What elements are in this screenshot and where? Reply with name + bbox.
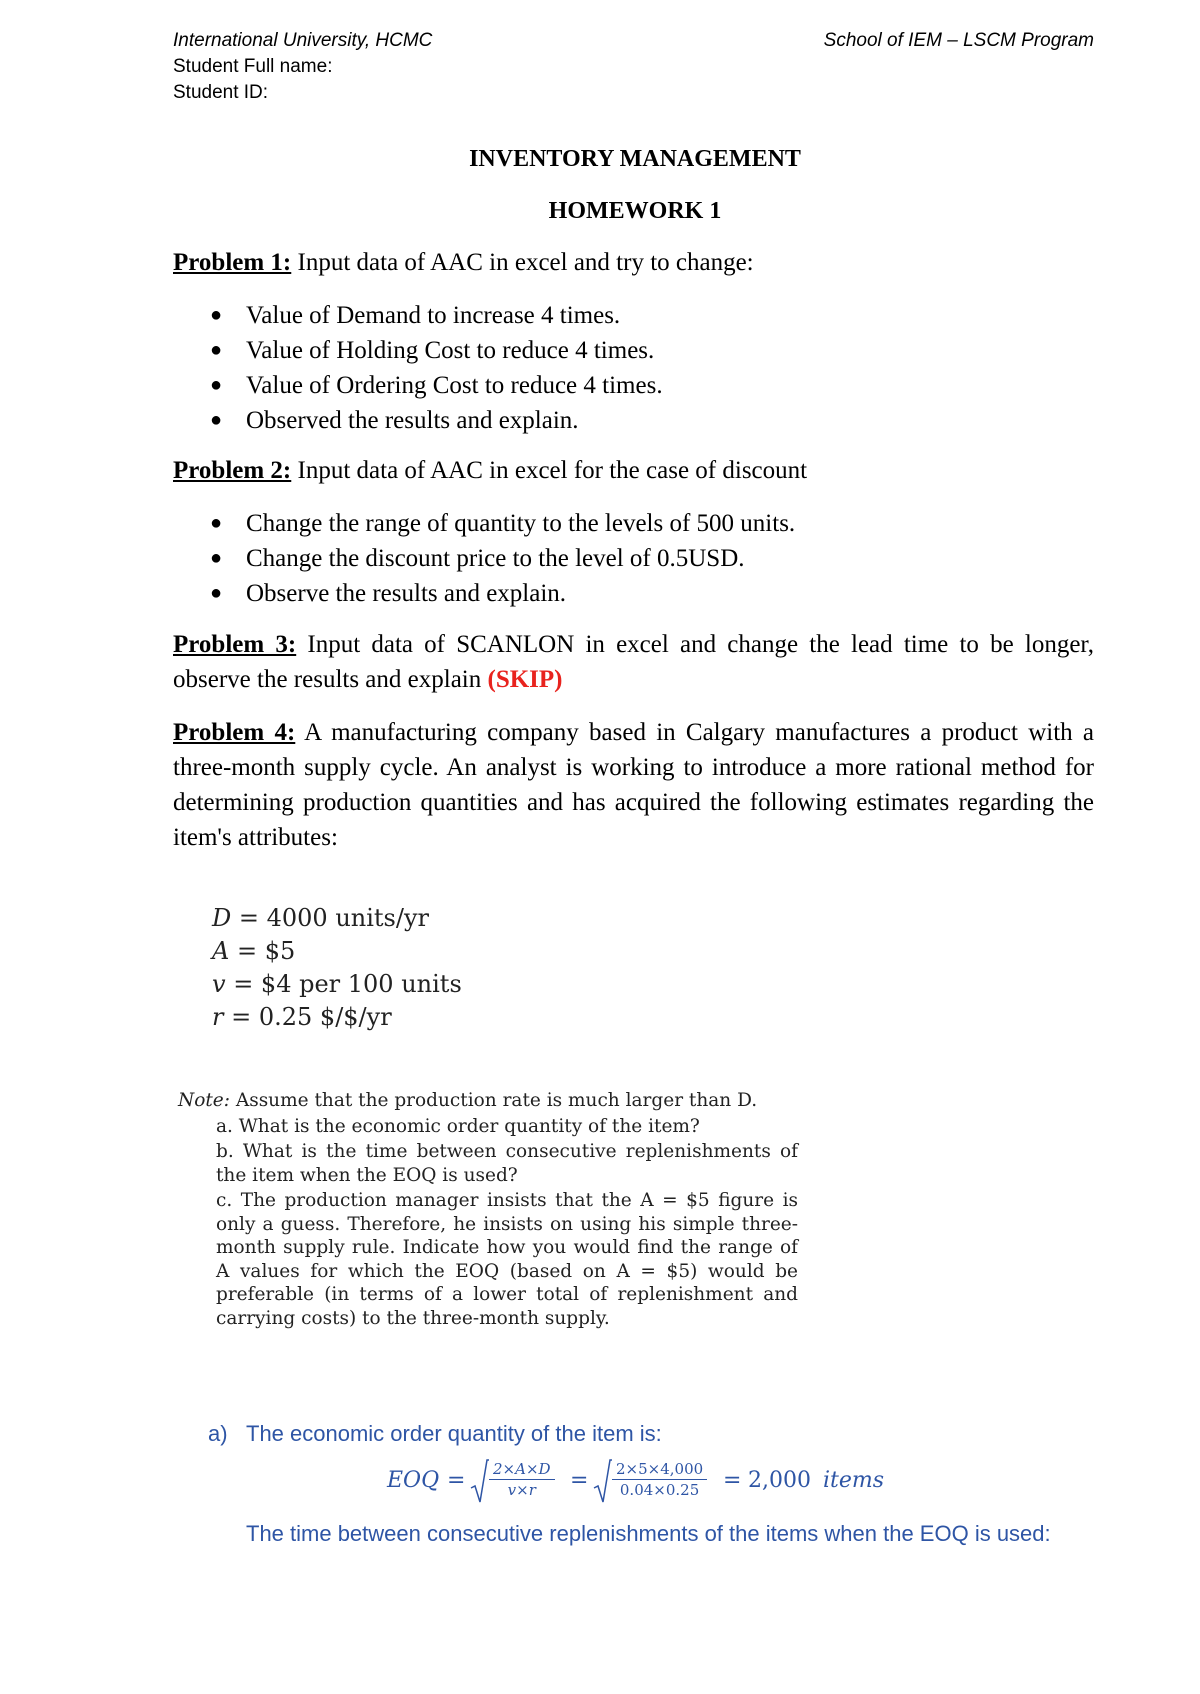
skip-tag: (SKIP): [487, 666, 563, 693]
problem-1-label: Problem 1:: [173, 249, 292, 276]
problem-2-text: Input data of AAC in excel for the case of discount: [291, 457, 808, 484]
problem-3-text: Input data of SCANLON in excel and change the lead time to be longer, observe the results and explain: [173, 631, 1094, 693]
estimate-ordering-cost: A = $5: [212, 937, 296, 965]
question-c: c. The production manager insists that the A = $5 figure is only a guess. Therefore, he insists on using his simple three-month supply rule. Indicate how you would find the range of A values for which the EOQ (based on A = $5) would be preferable (in terms of a lower total of replenishment and carrying costs) to the three-month supply.: [216, 1190, 798, 1329]
answer-a-text: The economic order quantity of the item is:: [246, 1421, 662, 1446]
bullet-icon: ●: [210, 409, 223, 431]
question-b: b. What is the time between consecutive replenishments of the item when the EOQ is used?: [216, 1141, 798, 1186]
estimate-demand: D = 4000 units/yr: [212, 904, 429, 932]
eoq-result: 2,000: [748, 1468, 811, 1493]
answer-b: The time between consecutive replenishments of the items when the EOQ is used:: [246, 1521, 1051, 1546]
bullet-icon: ●: [210, 374, 223, 396]
list-item: ● Change the range of quantity to the levels of 500 units.: [210, 506, 795, 541]
student-id-label: Student ID:: [173, 82, 269, 103]
problem-4-label: Problem 4:: [173, 719, 296, 746]
problem-3-label: Problem 3:: [173, 631, 297, 658]
bullet-icon: ●: [210, 512, 223, 534]
eoq-result-unit: items: [823, 1468, 885, 1493]
problem-4-text: A manufacturing company based in Calgary manufactures a product with a three-month supply cycle. An analyst is working to introduce a more rational method for determining production quantities and has acquired the following estimates regarding the item's attributes:: [173, 719, 1094, 851]
problem-2-heading: [173, 453, 1094, 488]
program-name: School of IEM – LSCM Program: [823, 30, 1094, 51]
page-subtitle: HOMEWORK 1: [548, 198, 722, 224]
student-name-label: Student Full name:: [173, 56, 333, 77]
university-name: International University, HCMC: [173, 30, 433, 51]
list-item: ● Observe the results and explain.: [210, 576, 795, 611]
sqrt-icon: [592, 1458, 612, 1506]
equals-sign: =: [447, 1468, 466, 1493]
bullet-icon: ●: [210, 582, 223, 604]
list-item: ● Observed the results and explain.: [210, 403, 663, 438]
problem-2-label: Problem 2:: [173, 457, 292, 484]
estimate-unit-value: v = $4 per 100 units: [212, 970, 462, 998]
sqrt-icon: [469, 1458, 489, 1506]
fraction-numeric: $\frac{2\times 5\times 4,000}{0.04\times 0.25}$: [612, 1460, 707, 1499]
problem-1-bullets: [210, 298, 663, 438]
fraction-symbolic: $\frac{2\times A\times D}{v\times r}$: [489, 1460, 555, 1499]
bullet-icon: ●: [210, 304, 223, 326]
problem-2-bullets: [210, 506, 795, 611]
problem-3: [173, 627, 1094, 697]
textbook-excerpt: [178, 1089, 798, 1330]
header-left: [173, 28, 432, 106]
problem-1-text: Input data of AAC in excel and try to change:: [291, 249, 754, 276]
problem-4: [173, 715, 1094, 855]
problem-1-heading: [173, 245, 1094, 280]
note-paragraph: Note: Assume that the production rate is much larger than D.: [178, 1090, 758, 1111]
list-item: ● Value of Holding Cost to reduce 4 times.: [210, 333, 663, 368]
equals-sign: =: [723, 1468, 742, 1493]
bullet-icon: ●: [210, 547, 223, 569]
list-item: ● Value of Demand to increase 4 times.: [210, 298, 663, 333]
estimate-carrying-rate: r = 0.25 $/$/yr: [212, 1003, 392, 1031]
equals-sign: =: [570, 1468, 589, 1493]
list-item: ● Change the discount price to the level of 0.5USD.: [210, 541, 795, 576]
bullet-icon: ●: [210, 339, 223, 361]
answer-a: [208, 1419, 662, 1449]
answer-a-label: a): [208, 1421, 228, 1446]
question-a: a. What is the economic order quantity of the item?: [216, 1115, 700, 1137]
eoq-lhs: EOQ: [387, 1468, 440, 1493]
list-item: ● Value of Ordering Cost to reduce 4 times.: [210, 368, 663, 403]
page-title: INVENTORY MANAGEMENT: [469, 146, 801, 172]
